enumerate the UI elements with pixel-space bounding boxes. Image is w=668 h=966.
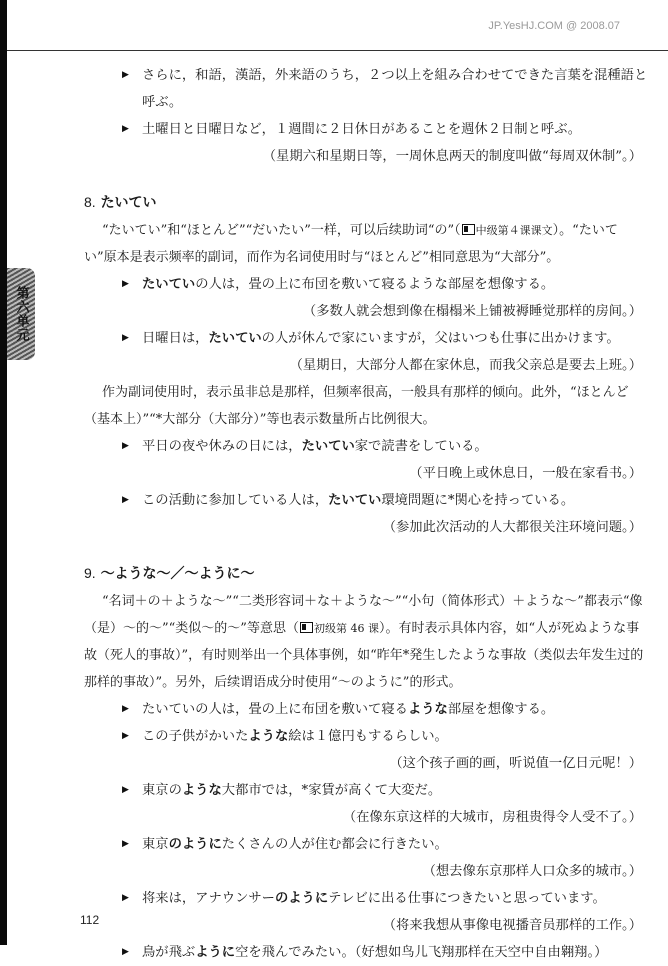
section-title: たいてい (100, 195, 157, 211)
bullet-icon: ▶ (122, 279, 129, 289)
textbook-reference: 中级第４课课文 (475, 224, 553, 237)
page-edge-bar (0, 0, 7, 945)
example-item (84, 723, 648, 750)
example-jp: 将来は，アナウンサーのようにテレビに出る仕事につきたいと思っています。 (142, 891, 606, 906)
section-note: 作为副词使用时，表示虽非总是那样，但频率很高，一般具有那样的倾向。此外，“ほとんど（基本上）”“*大部分（大部分）”等也表示数量所占比例很大。 (84, 385, 629, 427)
example-jp: 土曜日と日曜日など，１週間に２日休日があることを週休２日制と呼ぶ。 (142, 122, 582, 137)
header-rule (7, 50, 668, 51)
bullet-icon: ▶ (122, 893, 129, 903)
bullet-icon: ▶ (122, 839, 129, 849)
intro-text: “たいてい”和“ほとんど”“だいたい”一样，可以后续助词“の”（ (102, 223, 461, 238)
example-translation: （参加此次活动的人大都很关注环境问题。） (382, 520, 642, 535)
example-jp: たいていの人は，畳の上に布団を敷いて寝るような部屋を想像する。 (142, 702, 555, 717)
intro-text: ）。有时表示具体内容，如“人が死ぬような事故（死人的事故）”，有时则举出一个具体事例，如“昨年*発生したような事故（类似去年发生过的那样的事故）”。另外，后续谓语成分时使用“～のように”的形式。 (84, 621, 644, 690)
watermark: JP.YesHJ.COM @ 2008.07 (488, 20, 620, 32)
example-translation: （这个孩子画的画，听说值一亿日元呢！） (389, 756, 642, 771)
section-heading (84, 190, 648, 215)
intro-text: “名词＋の＋ような～”“二类形容词＋な＋ような～”“小句（简体形式）＋ような～”都表示“像（是）～的～”“类似～的～”等意思（ (84, 594, 643, 636)
section-number: 8. (84, 194, 96, 210)
intro-text: ）。“たいてい”原本是表示频率的副词，而作为名词使用时与“ほとんど”相同意思为“大部分”。 (84, 223, 618, 265)
section-heading (84, 561, 648, 586)
bullet-icon: ▶ (122, 785, 129, 795)
example-item (84, 487, 648, 514)
unit-side-tab-label: 第六单元 (13, 286, 29, 342)
bullet-icon: ▶ (122, 704, 129, 714)
example-translation: （想去像东京那样人口众多的城市。） (422, 864, 642, 879)
page-content (84, 58, 648, 966)
book-icon (300, 622, 313, 633)
section-intro (84, 588, 648, 696)
example-translation: （在像东京这样的大城市，房租贵得令人受不了。） (342, 810, 642, 825)
example-item (84, 433, 648, 460)
unit-side-tab (7, 268, 35, 360)
bullet-icon: ▶ (122, 731, 129, 741)
example-item (84, 885, 648, 912)
example-jp: さらに，和語，漢語，外来語のうち，２つ以上を組み合わせてできた言葉を混種語と呼ぶ。 (142, 68, 648, 110)
example-jp: たいていの人は，畳の上に布団を敷いて寝るような部屋を想像する。 (142, 277, 555, 292)
example-jp: 東京のようにたくさんの人が住む都会に行きたい。 (142, 837, 448, 852)
example-item (84, 939, 648, 966)
section-intro (84, 217, 648, 271)
example-jp: 東京のような大都市では，*家賃が高くて大変だ。 (142, 783, 442, 798)
example-item (84, 831, 648, 858)
example-translation: （多数人就会想到像在榻榻米上铺被褥睡觉那样的房间。） (302, 304, 642, 319)
book-icon (462, 224, 475, 235)
section-number: 9. (84, 565, 96, 581)
example-jp: 鳥が飛ぶように空を飛んでみたい。（好想如鸟儿飞翔那样在天空中自由翱翔。） (142, 945, 608, 960)
bullet-icon: ▶ (122, 333, 129, 343)
example-translation: （将来我想从事像电视播音员那样的工作。） (382, 918, 642, 933)
example-jp: この子供がかいたような絵は１億円もするらしい。 (142, 729, 448, 744)
bullet-icon: ▶ (122, 495, 129, 505)
example-item (84, 271, 648, 298)
example-jp: 平日の夜や休みの日には，たいてい家で読書をしている。 (142, 439, 488, 454)
example-translation: （星期日，大部分人都在家休息，而我父亲总是要去上班。） (289, 358, 642, 373)
section-title: ～ような～／～ように～ (100, 566, 255, 582)
textbook-reference: 初级第 46 课 (313, 622, 379, 635)
bullet-icon: ▶ (122, 947, 129, 957)
example-translation: （星期六和星期日等，一周休息两天的制度叫做“每周双休制”。） (262, 149, 642, 164)
page-number: 112 (80, 913, 100, 927)
example-jp: この活動に参加している人は，たいてい環境問題に*関心を持っている。 (142, 493, 575, 508)
example-item (84, 777, 648, 804)
example-item (84, 325, 648, 352)
bullet-icon: ▶ (122, 441, 129, 451)
example-item (84, 696, 648, 723)
example-item (84, 116, 648, 143)
bullet-icon: ▶ (122, 124, 129, 134)
example-item (84, 62, 648, 116)
bullet-icon: ▶ (122, 70, 129, 80)
example-translation: （平日晚上或休息日，一般在家看书。） (409, 466, 642, 481)
example-jp: 日曜日は，たいていの人が休んで家にいますが，父はいつも仕事に出かけます。 (142, 331, 620, 346)
